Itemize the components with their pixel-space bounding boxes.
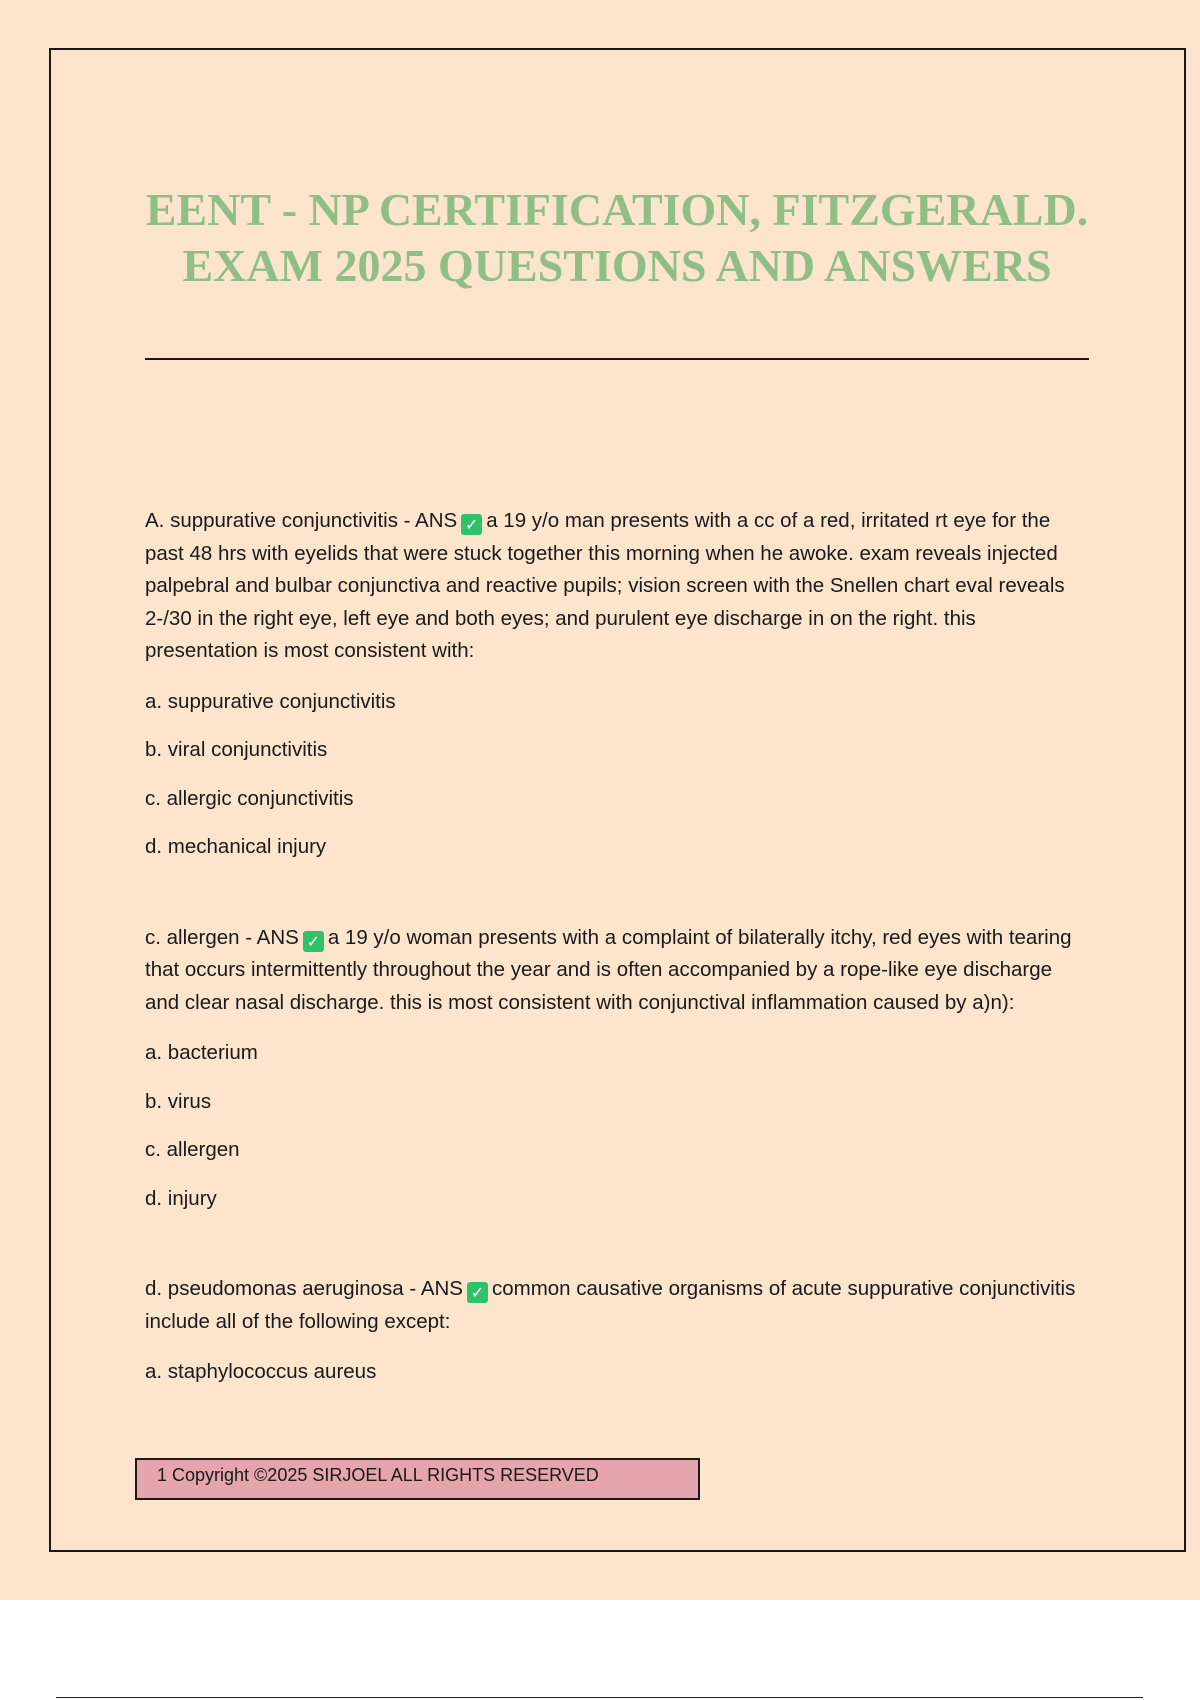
question-text: a 19 y/o man presents with a cc of a red, irritated rt eye for the past 48 hrs with eyelids that were stuck together this morning when he awoke. exam reveals injected palpebral and bulbar conjunctiva and reactive pupils; vision screen with the Snellen chart eval reveals 2-/30 in the right eye, left eye and both eyes; and purulent eye discharge in on the right. this presentation is most consistent with: <box>145 509 1065 662</box>
next-page-rule <box>56 1697 1143 1698</box>
option-a: a. suppurative conjunctivitis <box>145 689 396 713</box>
qa-block-1 <box>145 505 1090 872</box>
option-c: c. allergen <box>145 1138 240 1161</box>
qa-block-3 <box>145 1273 1090 1397</box>
option-a: a. bacterium <box>145 1041 258 1064</box>
option-a: a. staphylococcus aureus <box>145 1360 377 1383</box>
qa-content <box>145 505 1090 1397</box>
document-title: EENT - NP CERTIFICATION, FITZGERALD. EXAM 2025 QUESTIONS AND ANSWERS <box>145 184 1089 291</box>
ans-marker: ANS <box>256 925 299 949</box>
check-mark-icon: ✓ <box>467 1282 488 1303</box>
question-paragraph <box>145 922 1090 1020</box>
option-c: c. allergic conjunctivitis <box>145 786 354 810</box>
ans-marker: ANS <box>415 509 458 532</box>
check-mark-icon: ✓ <box>303 931 324 952</box>
question-paragraph <box>145 1273 1090 1338</box>
qa-block-2 <box>145 922 1090 1224</box>
option-d: d. injury <box>145 1186 217 1210</box>
question-text: common causative organisms of acute suppurative conjunctivitis include all of the following except: <box>145 1277 1076 1333</box>
check-mark-icon: ✓ <box>461 514 482 535</box>
copyright-footer: 1 Copyright ©2025 SIRJOEL ALL RIGHTS RESERVED <box>135 1458 700 1500</box>
answer-text: d. pseudomonas aeruginosa - <box>145 1277 421 1300</box>
ans-marker: ANS <box>420 1277 463 1300</box>
question-text: a 19 y/o woman presents with a complaint of bilaterally itchy, red eyes with tearing that occurs intermittently throughout the year and is often accompanied by a rope-like eye discharge and clear nasal discharge. this is most consistent with conjunctival inflammation caused by a)n): <box>145 925 1072 1014</box>
option-d: d. mechanical injury <box>145 835 327 858</box>
title-underline <box>145 358 1089 360</box>
option-b: b. virus <box>145 1089 212 1113</box>
option-b: b. viral conjunctivitis <box>145 738 328 761</box>
answer-text: c. allergen - <box>145 925 257 949</box>
answer-text: A. suppurative conjunctivitis - <box>145 509 416 532</box>
question-paragraph <box>145 505 1090 668</box>
